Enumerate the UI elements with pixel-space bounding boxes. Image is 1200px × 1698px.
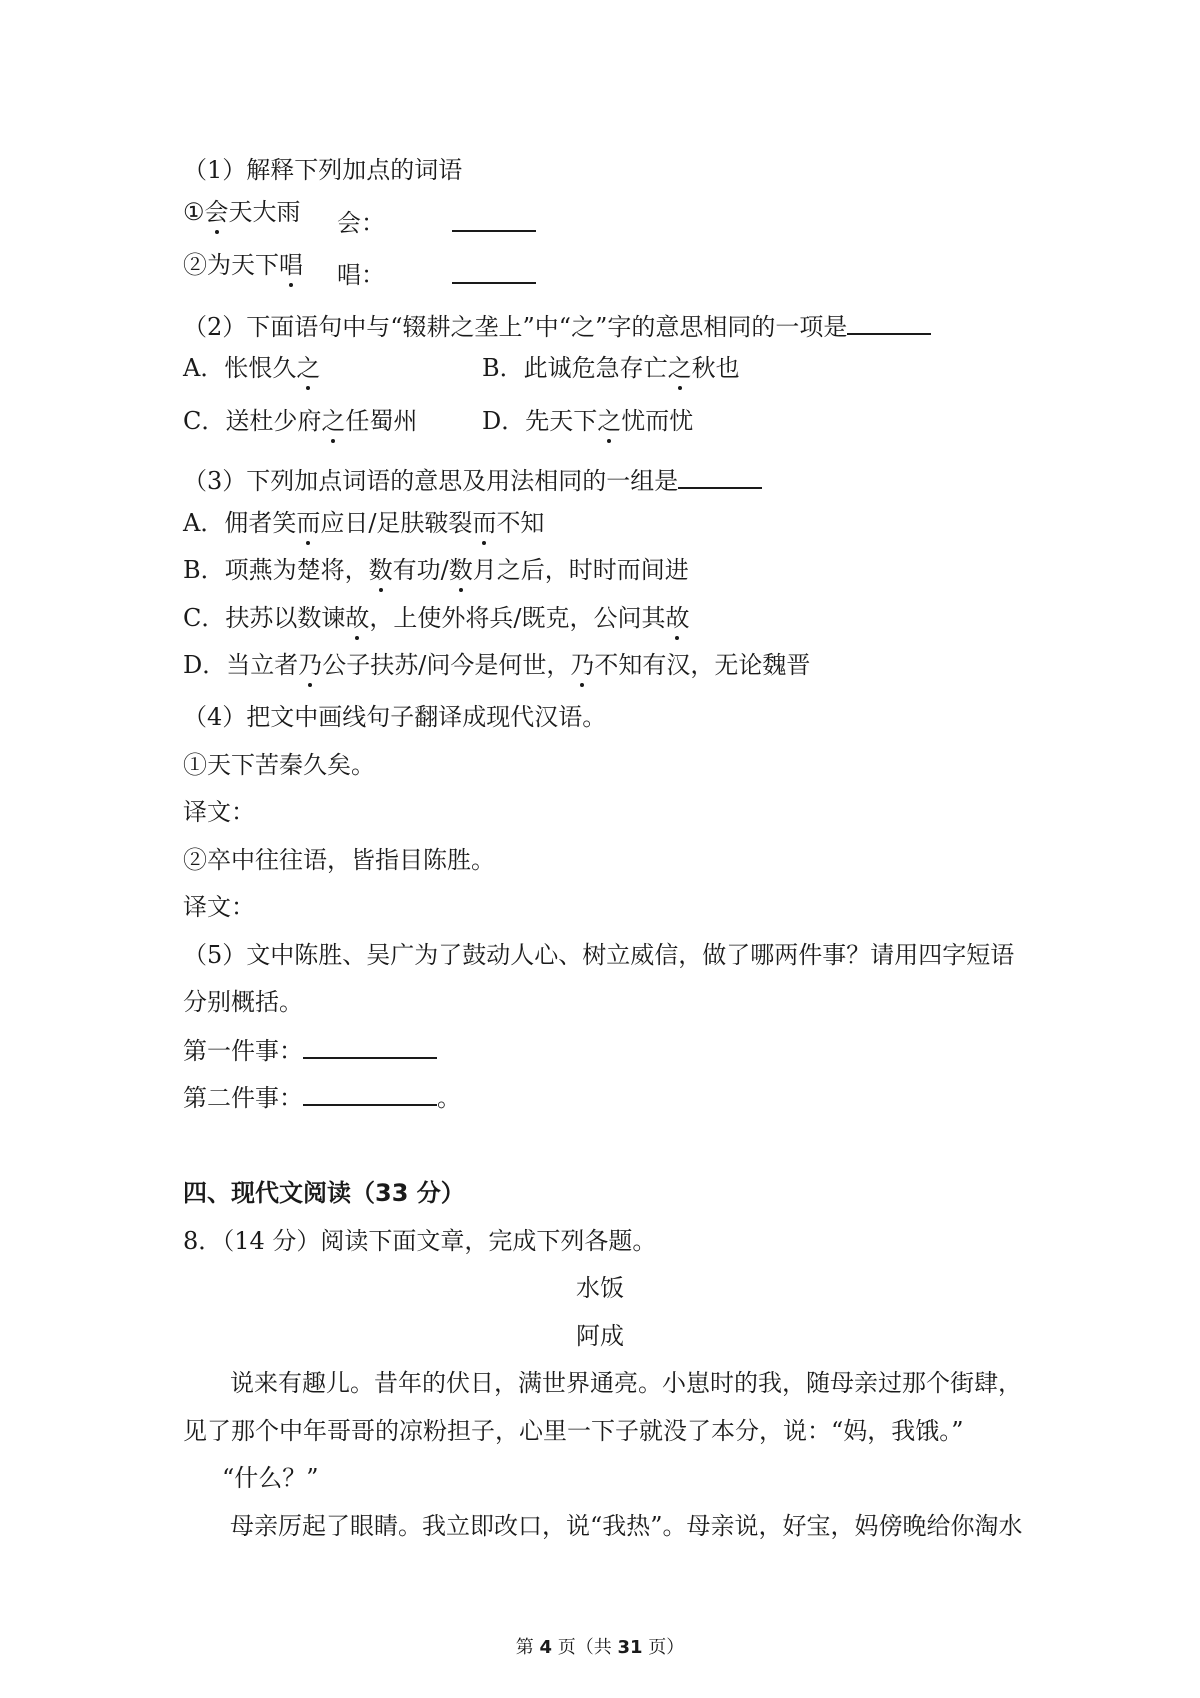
q8-intro: 8．（14 分）阅读下面文章，完成下列各题。 bbox=[183, 1227, 657, 1255]
q3-option-a: A．佣者笑而应日/足肤皲裂而不知 bbox=[183, 509, 545, 537]
q3-option-b: B．项燕为楚将，数有功/数月之后，时时而间进 bbox=[183, 556, 689, 584]
article-title: 水饭 bbox=[576, 1274, 624, 1302]
emphasis-dot-word: 之 bbox=[296, 354, 321, 382]
answer-blank bbox=[678, 465, 762, 489]
article-p3: 母亲厉起了眼睛。我立即改口，说“我热”。母亲说，好宝，妈傍晚给你淘水 bbox=[230, 1512, 1023, 1540]
answer-blank bbox=[303, 1082, 437, 1106]
answer-blank bbox=[303, 1035, 437, 1059]
q2-option-c: C．送杜少府之任蜀州 bbox=[183, 407, 418, 435]
q2-title: （2）下面语句中与“辍耕之垄上”中“之”字的意思相同的一项是 bbox=[183, 311, 931, 341]
emphasis-dot-word: 之 bbox=[597, 407, 622, 435]
emphasis-dot-word: 数 bbox=[448, 556, 473, 584]
emphasis-dot-word: 之 bbox=[321, 407, 346, 435]
q4-translation-1: 译文： bbox=[183, 798, 255, 826]
q4-title: （4）把文中画线句子翻译成现代汉语。 bbox=[183, 703, 607, 731]
q1-item2-label: 唱： bbox=[337, 261, 385, 289]
section-heading: 四、现代文阅读（33 分） bbox=[183, 1179, 465, 1207]
q5-first: 第一件事： bbox=[183, 1035, 437, 1065]
q3-option-c: C．扶苏以数谏故，上使外将兵/既克，公问其故 bbox=[183, 604, 690, 632]
answer-blank bbox=[847, 311, 931, 335]
emphasis-dot-word: 会 bbox=[204, 198, 229, 226]
q3-title: （3）下列加点词语的意思及用法相同的一组是 bbox=[183, 465, 762, 495]
emphasis-dot-word: 而 bbox=[472, 509, 497, 537]
emphasis-dot-word: 唱 bbox=[279, 251, 303, 279]
emphasis-dot-word: 故 bbox=[345, 604, 370, 632]
q5-title-line1: （5）文中陈胜、吴广为了鼓动人心、树立威信，做了哪两件事？请用四字短语 bbox=[183, 941, 1015, 969]
emphasis-dot-word: 之 bbox=[667, 354, 692, 382]
q4-sentence-1: ①天下苦秦久矣。 bbox=[183, 751, 375, 779]
q3-option-d: D．当立者乃公子扶苏/问今是何世，乃不知有汉，无论魏晋 bbox=[183, 651, 811, 679]
q2-option-b: B．此诚危急存亡之秋也 bbox=[482, 354, 740, 382]
q5-title-line2: 分别概括。 bbox=[183, 988, 303, 1016]
q4-sentence-2: ②卒中往往语，皆指目陈胜。 bbox=[183, 846, 495, 874]
emphasis-dot-word: 乃 bbox=[298, 651, 323, 679]
article-p2: “什么？” bbox=[222, 1464, 319, 1492]
emphasis-dot-word: 故 bbox=[665, 604, 690, 632]
article-author: 阿成 bbox=[576, 1322, 624, 1350]
q1-item2: ②为天下唱 bbox=[183, 251, 303, 279]
q4-translation-2: 译文： bbox=[183, 893, 255, 921]
emphasis-dot-word: 数 bbox=[368, 556, 393, 584]
q2-option-d: D．先天下之忧而忧 bbox=[482, 407, 694, 435]
article-p1-line1: 说来有趣儿。昔年的伏日，满世界通亮。小崽时的我，随母亲过那个街肆， bbox=[230, 1369, 1022, 1397]
q2-option-a: A．怅恨久之 bbox=[183, 354, 321, 382]
page-footer: 第 4 页（共 31 页） bbox=[515, 1637, 685, 1658]
q1-item2-blank bbox=[452, 260, 536, 290]
q1-title: （1）解释下列加点的词语 bbox=[183, 156, 463, 184]
q1-item1-blank bbox=[452, 208, 536, 238]
q1-item1-label: 会： bbox=[337, 209, 385, 237]
q1-item1: ①会天大雨 bbox=[183, 198, 301, 226]
article-p1-line2: 见了那个中年哥哥的凉粉担子，心里一下子就没了本分，说：“妈，我饿。” bbox=[183, 1417, 964, 1445]
q5-second: 第二件事： 。 bbox=[183, 1084, 461, 1112]
emphasis-dot-word: 而 bbox=[296, 509, 321, 537]
emphasis-dot-word: 乃 bbox=[570, 651, 595, 679]
